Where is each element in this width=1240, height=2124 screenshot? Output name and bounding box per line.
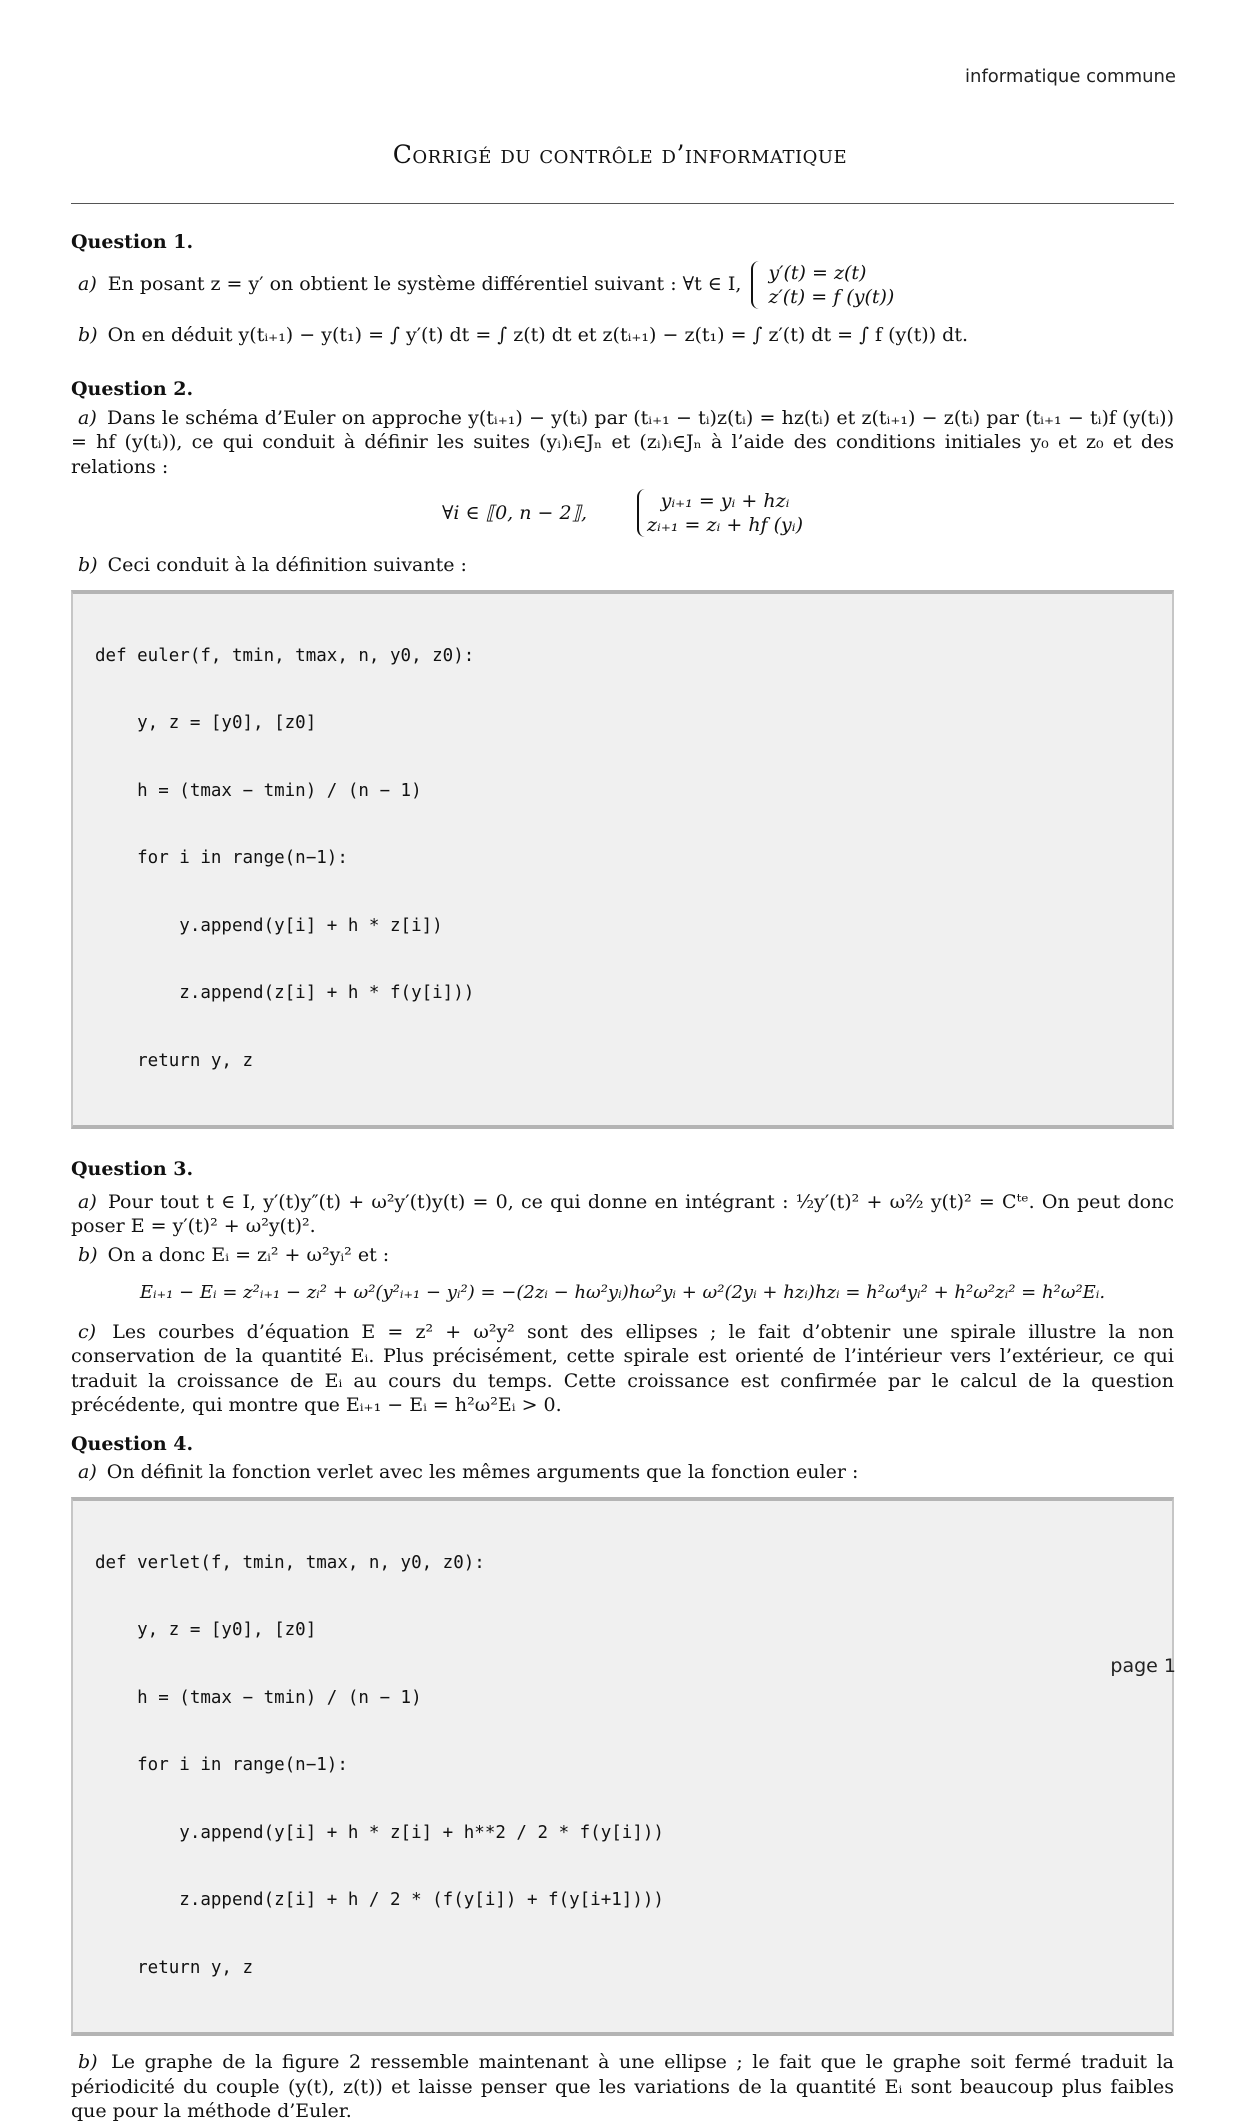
q2-relation-y: yᵢ₊₁ = yᵢ + hzᵢ <box>660 490 790 512</box>
code-line: def verlet(f, tmin, tmax, n, y0, z0): <box>95 1552 485 1573</box>
code-line: z.append(z[i] + h / 2 * (f(y[i]) + f(y[i+1]))) <box>95 1890 664 1910</box>
code-line: y.append(y[i] + h * z[i] + h**2 / 2 * f(y[i])) <box>95 1822 664 1843</box>
q1-a-system <box>751 261 894 309</box>
q4-a-text: On définit la fonction verlet avec les mêmes arguments que la fonction euler : <box>106 1461 859 1483</box>
question-2-heading: Question 2. <box>71 378 194 400</box>
euler-code-block <box>71 590 1174 1130</box>
code-line: h = (tmax − tmin) / (n − 1) <box>95 780 422 801</box>
q3-b-paragraph <box>71 1243 1174 1268</box>
code-line: h = (tmax − tmin) / (n − 1) <box>95 1687 422 1708</box>
q1-a-paragraph <box>71 261 1174 309</box>
q1-b-label: b) <box>78 323 98 346</box>
q3-c-text: Les courbes d’équation E = z² + ω²y² sont des ellipses ; le fait d’obtenir une spirale illustre la non conservation de la quantité Eᵢ. Plus précisément, cette spirale est orienté de l’intérieur vers l’extérieur, ce qui traduit la croissance de Eᵢ au cours du temps. Cette croissance est confirmée par le calcul de la question précédente, qui montre que Eᵢ₊₁ − Eᵢ = h²ω²Eᵢ > 0. <box>71 1320 1174 1416</box>
title-rule <box>71 203 1174 204</box>
code-line: y.append(y[i] + h * z[i]) <box>95 915 443 936</box>
question-3-heading: Question 3. <box>71 1158 194 1180</box>
page-number: page 1 <box>1110 1655 1176 1677</box>
q1-a-system-eq1: y′(t) = z(t) <box>768 261 867 284</box>
q2-a-paragraph <box>71 406 1174 480</box>
subject-header: informatique commune <box>965 66 1176 87</box>
q4-a-paragraph <box>71 1460 1174 1485</box>
q2-relations <box>71 489 1174 537</box>
q3-c-paragraph <box>71 1320 1174 1418</box>
q2-b-label: b) <box>78 554 98 576</box>
code-line: for i in range(n−1): <box>95 1755 348 1775</box>
q3-c-label: c) <box>78 1320 97 1343</box>
page-title: Corrigé du contrôle d’informatique <box>392 140 848 169</box>
q2-b-text: Ceci conduit à la définition suivante : <box>107 554 467 576</box>
q4-b-paragraph <box>71 2050 1174 2124</box>
q2-a-text: Dans le schéma d’Euler on approche y(tᵢ₊₁) − y(tᵢ) par (tᵢ₊₁ − tᵢ)z(tᵢ) = hz(tᵢ) et z(tᵢ₊₁) − z(tᵢ) par (tᵢ₊₁ − tᵢ)f (y(tᵢ)) = hf (y(tᵢ)), ce qui conduit à définir les suites (yᵢ)ᵢ∈Jₙ et (zᵢ)ᵢ∈Jₙ à l’aide des conditions initiales y₀ et z₀ et des relations : <box>71 406 1174 478</box>
q2-relation-z: zᵢ₊₁ = zᵢ + hf (yᵢ) <box>647 514 804 536</box>
code-line: for i in range(n−1): <box>95 848 348 868</box>
code-line: return y, z <box>95 1050 254 1071</box>
question-4-heading: Question 4. <box>71 1432 194 1455</box>
q1-b-paragraph <box>71 323 1174 348</box>
q4-b-text: Le graphe de la figure 2 ressemble maintenant à une ellipse ; le fait que le graphe soit fermé traduit la périodicité du couple (y(t), z(t)) et laisse penser que les variations de la quantité Eᵢ sont beaucoup plus faibles que pour la méthode d’Euler. <box>71 2051 1174 2122</box>
q3-b-text: On a donc Eᵢ = zᵢ² + ω²yᵢ² et : <box>107 1243 390 1266</box>
q1-a-system-eq2: z′(t) = f (y(t)) <box>768 285 895 308</box>
code-line: return y, z <box>95 1957 254 1978</box>
code-line: y, z = [y0], [z0] <box>95 1620 317 1640</box>
code-line: y, z = [y0], [z0] <box>95 713 317 733</box>
q1-b-text: On en déduit y(tᵢ₊₁) − y(t₁) = ∫ y′(t) dt = ∫ z(t) dt et z(tᵢ₊₁) − z(t₁) = ∫ z′(t) dt = ∫ f (y(t)) dt. <box>107 323 969 346</box>
q1-a-text: En posant z = y′ on obtient le système différentiel suivant : ∀t ∈ I, <box>107 273 742 296</box>
code-line: def euler(f, tmin, tmax, n, y0, z0): <box>95 645 475 666</box>
q3-b-label: b) <box>78 1243 98 1266</box>
question-1-heading: Question 1. <box>71 231 194 253</box>
q2-relations-system <box>637 489 803 537</box>
verlet-code-block <box>71 1497 1174 2037</box>
q3-a-label: a) <box>78 1190 97 1213</box>
q2-a-label: a) <box>78 406 97 429</box>
code-line: z.append(z[i] + h * f(y[i])) <box>95 983 475 1003</box>
q4-b-label: b) <box>78 2051 98 2073</box>
q3-a-text: Pour tout t ∈ I, y′(t)y″(t) + ω²y′(t)y(t) = 0, ce qui donne en intégrant : ½y′(t)² + ω²⁄₂ y(t)² = Cᵗᵉ. On peut donc poser E = y′(t)² + ω²y(t)². <box>71 1190 1174 1237</box>
q4-a-label: a) <box>78 1461 97 1483</box>
main-content <box>71 230 1174 2124</box>
q3-a-paragraph <box>71 1190 1174 1239</box>
q2-b-paragraph <box>71 553 1174 578</box>
q2-relations-quantifier: ∀i ∈ ⟦0, n − 2⟧, <box>441 501 588 524</box>
q3-b-equation: Eᵢ₊₁ − Eᵢ = z²ᵢ₊₁ − zᵢ² + ω²(y²ᵢ₊₁ − yᵢ²) = −(2zᵢ − hω²yᵢ)hω²yᵢ + ω²(2yᵢ + hzᵢ)hzᵢ = h²ω⁴yᵢ² + h²ω²zᵢ² = h²ω²Eᵢ. <box>139 1282 1106 1303</box>
q1-a-label: a) <box>78 273 97 296</box>
